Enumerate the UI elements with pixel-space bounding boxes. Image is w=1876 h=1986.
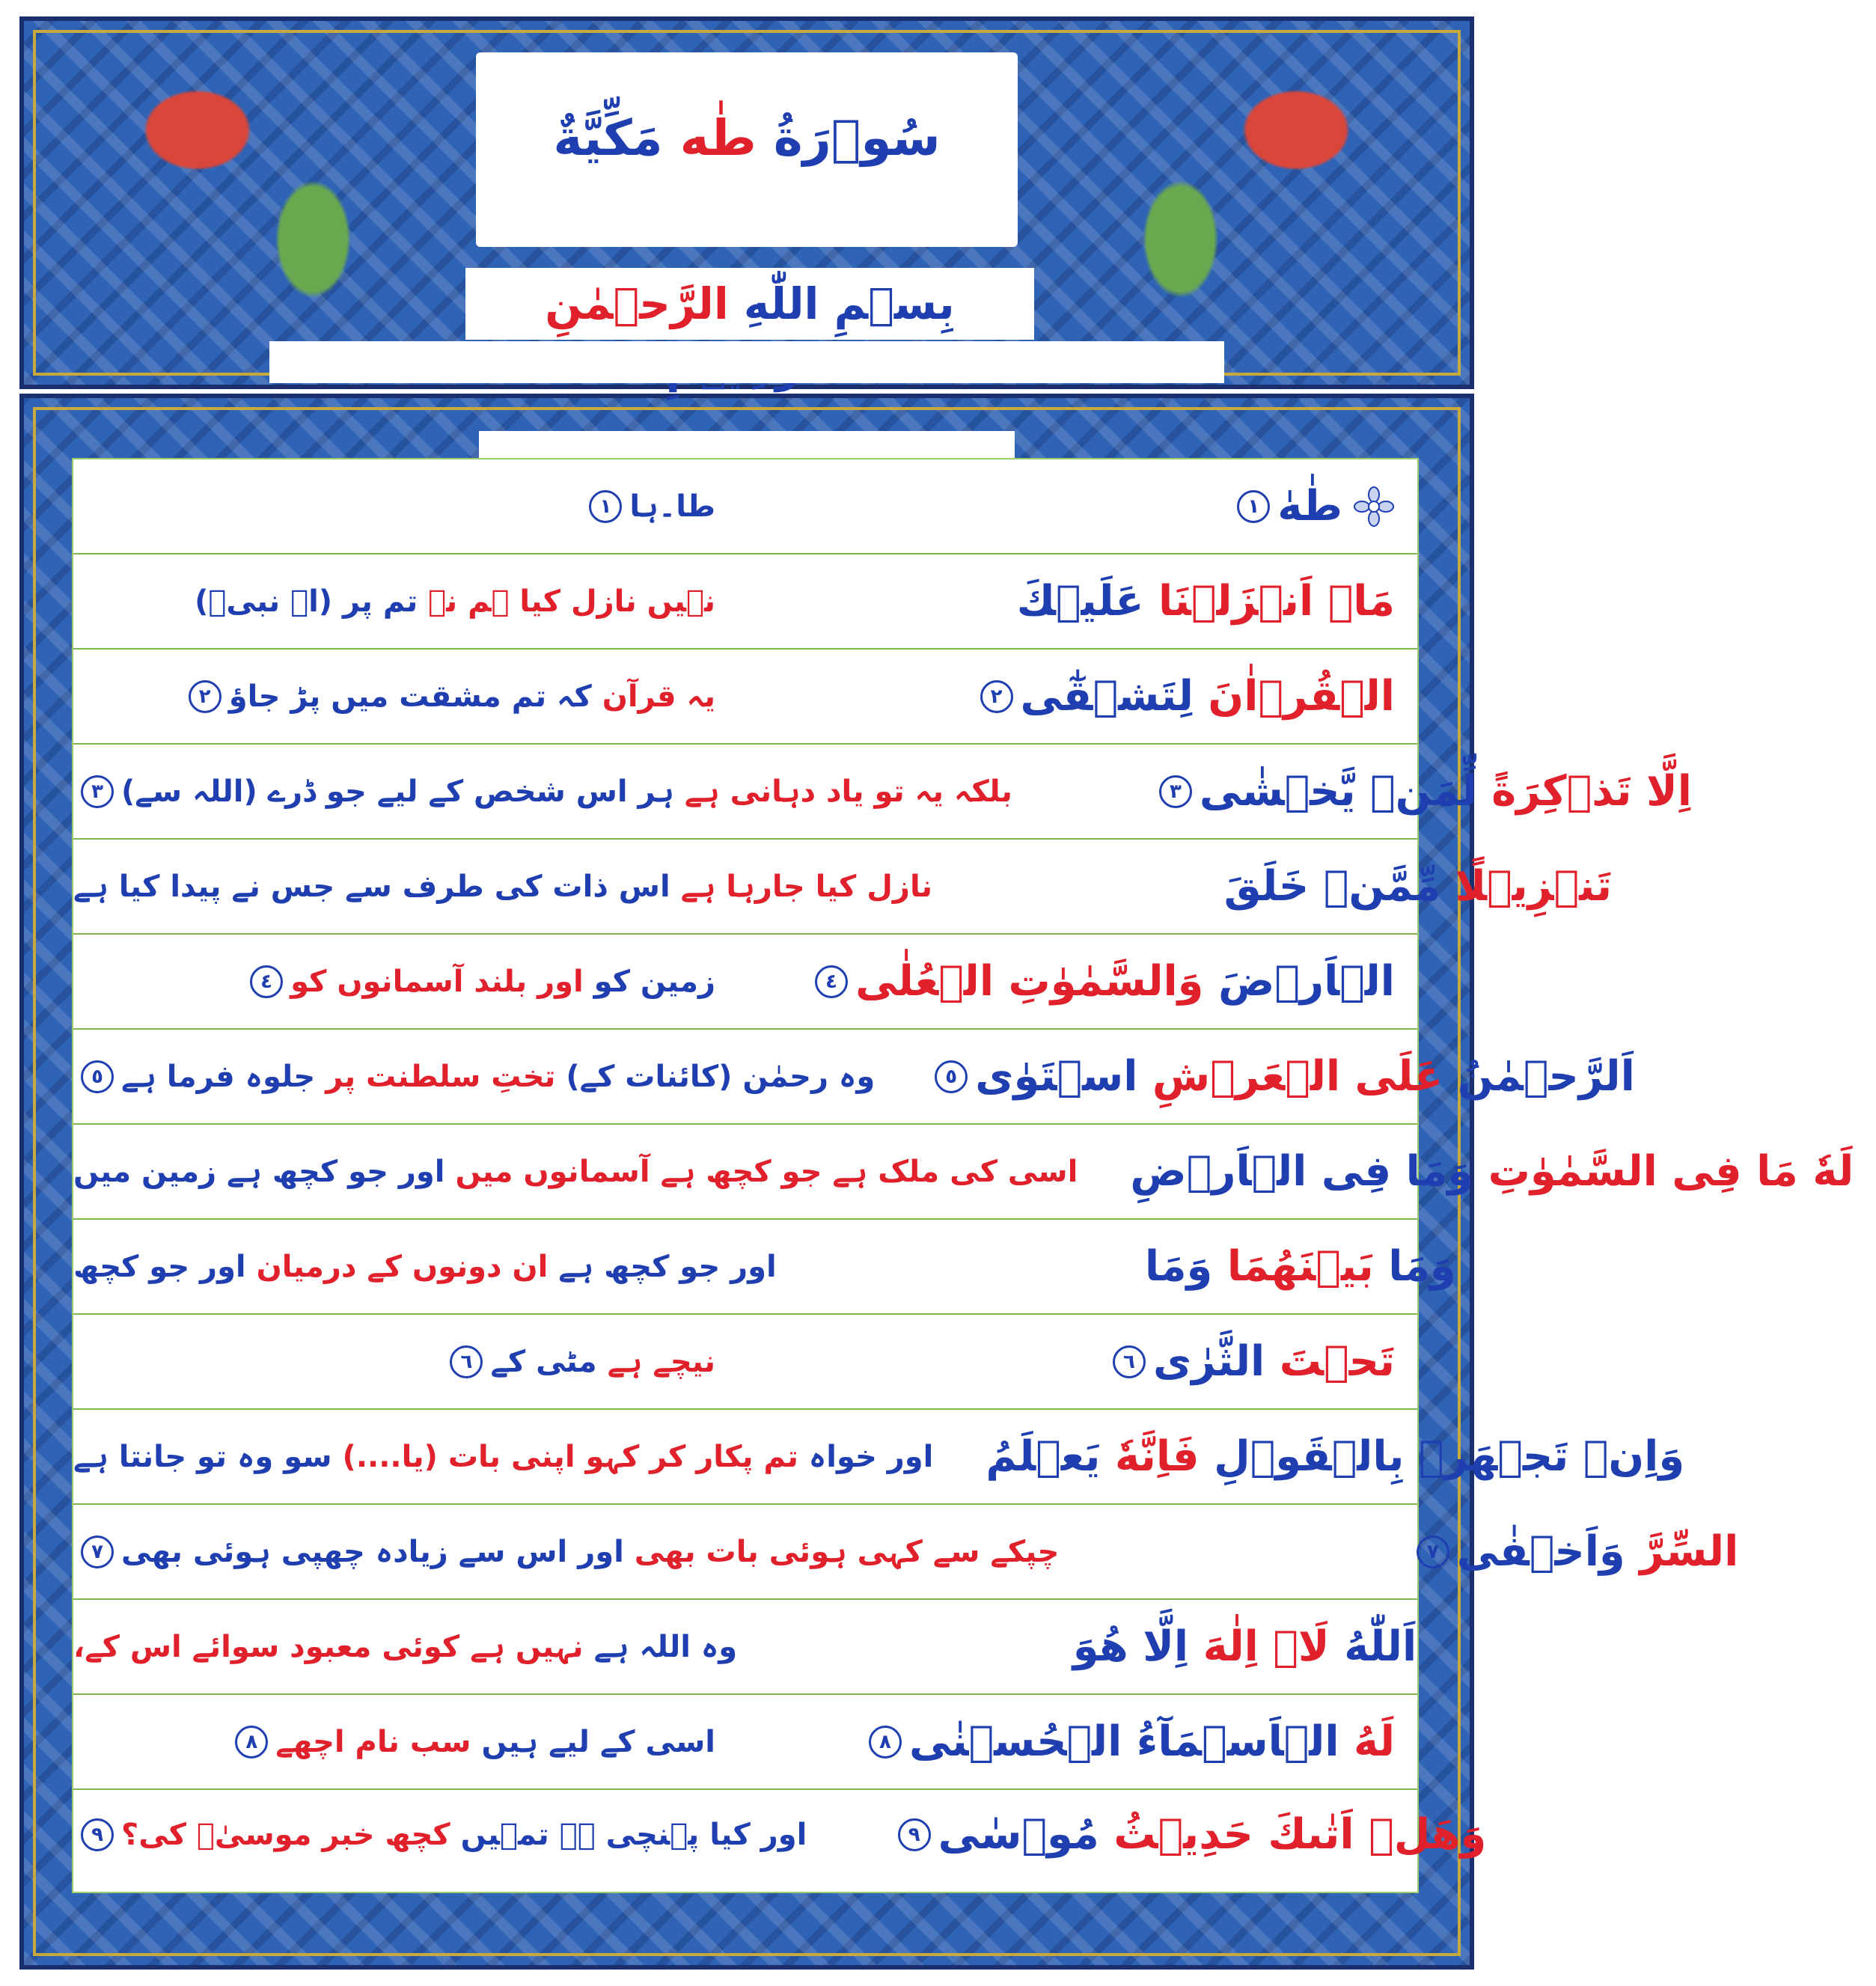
urdu-translation-text xyxy=(73,1142,1078,1202)
flower-ornament-icon xyxy=(1353,486,1395,528)
arabic-segment: الۡحُسۡنٰى xyxy=(908,1717,1122,1766)
urdu-segment: نہیں ہے کوئی معبود سوائے اس کے، xyxy=(73,1629,584,1664)
urdu-segment: اس ذات کی طرف سے جس نے پیدا کیا ہے xyxy=(73,869,670,904)
urdu-segment: سب نام اچھے xyxy=(275,1724,471,1759)
urdu-segment: تختِ سلطنت پر xyxy=(315,1059,556,1094)
verse-row xyxy=(73,840,1612,935)
verse-row xyxy=(73,554,1417,650)
urdu-segment: اور بلند آسمانوں کو xyxy=(290,964,584,999)
urdu-cell xyxy=(73,1410,963,1503)
arabic-cell xyxy=(807,1220,1479,1313)
urdu-translation-text xyxy=(73,857,932,917)
arabic-verse-text xyxy=(1200,758,1692,825)
urdu-segment: چپکے سے کہی ہوئی بات بھی xyxy=(623,1534,1060,1569)
urdu-translation-text xyxy=(73,1237,777,1297)
ayah-number-marker: ٢ xyxy=(980,680,1013,713)
verse-row xyxy=(73,1030,1635,1125)
ayah-number-marker: ٢ xyxy=(189,680,221,713)
arabic-segment: اَلرَّحۡمٰنُ xyxy=(1443,1051,1635,1101)
arabic-verse-text xyxy=(986,1423,1684,1491)
ayah-number-marker: ٦ xyxy=(450,1345,483,1378)
arabic-segment: وَمَا فِى الۡاَرۡضِ xyxy=(1130,1146,1474,1196)
arabic-segment: الثَّرٰى xyxy=(1152,1336,1265,1386)
verse-row xyxy=(73,745,1692,840)
bismillah-panel xyxy=(465,268,1034,340)
arabic-segment: الۡقُرۡاٰنَ xyxy=(1193,671,1395,721)
urdu-cell xyxy=(73,1030,905,1123)
arabic-segment: مُوۡسٰى xyxy=(938,1810,1099,1859)
ayah-number-marker: ٤ xyxy=(250,965,283,998)
urdu-segment: مٹی کے xyxy=(490,1344,597,1379)
urdu-cell xyxy=(73,1125,1107,1218)
arabic-verse-text xyxy=(1073,1613,1417,1681)
arabic-cell xyxy=(1089,1505,1761,1598)
arabic-verse-text xyxy=(1153,1328,1395,1396)
urdu-cell xyxy=(73,554,745,648)
main-white-tab xyxy=(479,431,1015,461)
arabic-segment: حَدِيۡثُ xyxy=(1099,1810,1253,1859)
urdu-cell xyxy=(73,840,962,933)
arabic-verse-text xyxy=(1277,473,1342,540)
arabic-segment: فَاِنَّهٗ xyxy=(1100,1432,1200,1481)
header-white-strip xyxy=(269,341,1224,383)
arabic-segment: وَالسَّمٰوٰتِ الۡعُلٰى xyxy=(855,956,1204,1006)
urdu-segment: یہ قرآن xyxy=(591,679,715,714)
ayah-number-marker: ٣ xyxy=(1159,775,1192,808)
urdu-translation-text xyxy=(73,1617,737,1677)
arabic-segment: لَاۤ اِلٰهَ xyxy=(1188,1622,1330,1671)
arabic-cell xyxy=(962,840,1634,933)
urdu-segment: نازل کیا جارہا ہے xyxy=(670,869,932,904)
arabic-segment: الۡاَسۡمَآءُ xyxy=(1122,1717,1339,1766)
ayah-number-marker: ٥ xyxy=(935,1060,968,1093)
urdu-segment: نیچے ہے xyxy=(596,1344,715,1379)
ayah-number-marker: ٧ xyxy=(1417,1536,1449,1568)
urdu-cell xyxy=(73,1505,1089,1598)
arabic-segment: اسۡتَوٰى xyxy=(975,1051,1138,1101)
urdu-cell xyxy=(73,459,745,553)
arabic-segment: اِلَّا تَذۡكِرَةً xyxy=(1476,766,1692,816)
urdu-segment: وہ رحمٰن (کائنات کے) xyxy=(555,1059,876,1094)
urdu-cell xyxy=(73,1600,767,1693)
arabic-segment: عَلَى الۡعَرۡشِ xyxy=(1137,1051,1443,1101)
ayah-number-marker: ٩ xyxy=(81,1818,114,1851)
arabic-segment: مَاۤ اَنۡزَلۡنَا xyxy=(1143,576,1395,626)
arabic-segment: لِّمَنۡ يَّخۡشٰى xyxy=(1199,766,1477,816)
arabic-cell xyxy=(963,1410,1707,1503)
surah-title-word-surah: سُوۡرَةُ xyxy=(756,109,941,167)
arabic-cell xyxy=(767,1600,1439,1693)
urdu-translation-text xyxy=(275,1712,715,1772)
urdu-translation-text xyxy=(229,667,715,727)
ayah-number-marker: ١ xyxy=(1237,490,1270,523)
urdu-translation-text xyxy=(290,952,715,1012)
ayah-number-marker: ٨ xyxy=(235,1726,268,1759)
verse-row xyxy=(73,1505,1739,1600)
arabic-verse-text xyxy=(1130,1138,1854,1206)
urdu-segment: کچھ خبر موسیٰؑ کی؟ xyxy=(121,1818,450,1852)
urdu-segment: طا۔ہا xyxy=(629,489,715,524)
arabic-verse-text xyxy=(938,1801,1487,1869)
arabic-verse-text xyxy=(1017,568,1395,635)
urdu-segment: اسی کے لیے ہیں xyxy=(471,1724,715,1759)
arabic-segment: مِّمَّنۡ خَلَقَ xyxy=(1223,861,1440,911)
arabic-verse-text xyxy=(1145,1233,1456,1301)
verse-row xyxy=(73,459,1417,554)
ayah-number-marker: ٦ xyxy=(1113,1345,1146,1378)
urdu-translation-text xyxy=(629,477,715,537)
arabic-segment: تَنۡزِيۡلًا xyxy=(1440,861,1612,911)
surah-title-word-makkiyya: مَكِّيَّةٌ xyxy=(553,109,680,167)
surah-title-panel xyxy=(476,52,1018,247)
arabic-segment: اَللّٰهُ xyxy=(1329,1622,1417,1671)
arabic-cell xyxy=(1042,745,1714,838)
urdu-segment: اور جو کچھ ہے xyxy=(548,1249,777,1284)
urdu-segment: جلوہ فرما ہے xyxy=(121,1059,316,1094)
arabic-cell xyxy=(905,1030,1657,1123)
urdu-segment: وہ اللہ ہے xyxy=(583,1629,738,1664)
urdu-cell xyxy=(73,1695,745,1788)
verse-row xyxy=(73,1125,1854,1220)
verse-row xyxy=(73,1695,1417,1790)
surah-title xyxy=(476,105,1018,172)
arabic-verse-text xyxy=(855,948,1395,1015)
arabic-segment: وَاَخۡفٰى xyxy=(1456,1527,1625,1576)
ayah-number-marker: ٥ xyxy=(81,1060,114,1093)
verse-row xyxy=(73,650,1417,745)
urdu-cell xyxy=(73,745,1042,838)
urdu-segment: بلکہ یہ تو یاد دہانی ہے xyxy=(673,774,1012,809)
arabic-segment: السِّرَّ xyxy=(1625,1527,1739,1576)
surah-title-word-taha: طٰه xyxy=(679,109,757,167)
urdu-cell xyxy=(73,1220,807,1313)
verse-table xyxy=(72,458,1854,1893)
ayah-number-marker: ٨ xyxy=(869,1726,902,1759)
arabic-segment: عَلَيۡكَ xyxy=(1016,576,1144,626)
arabic-segment: لَهٗ مَا فِى السَّمٰوٰتِ xyxy=(1473,1146,1854,1196)
arabic-segment: بَيۡنَهُمَا xyxy=(1212,1241,1374,1291)
ayah-number-marker: ٩ xyxy=(898,1818,931,1851)
urdu-cell xyxy=(73,1315,745,1408)
arabic-cell xyxy=(837,1790,1509,1880)
arabic-segment: تَحۡتَ xyxy=(1265,1336,1395,1386)
urdu-translation-text xyxy=(490,1332,715,1392)
bismillah-part-2: الرَّحۡمٰنِ xyxy=(545,278,729,329)
urdu-translation-text xyxy=(121,1805,807,1865)
urdu-translation-text xyxy=(195,572,715,632)
urdu-segment: اور کیا پہنچی ہے تمہیں xyxy=(450,1818,807,1852)
verse-row xyxy=(73,935,1417,1030)
arabic-segment: وَاِنۡ تَجۡهَرۡ بِالۡقَوۡلِ xyxy=(1199,1432,1685,1481)
ayah-number-marker: ١ xyxy=(589,490,622,523)
urdu-translation-text xyxy=(121,762,1012,822)
urdu-cell xyxy=(73,1790,837,1880)
arabic-cell xyxy=(745,1315,1417,1408)
verse-row xyxy=(73,1220,1456,1315)
arabic-cell xyxy=(1107,1125,1876,1218)
urdu-segment: تم پکار کر کہو اپنی بات (یا....) xyxy=(331,1439,798,1474)
urdu-segment: اور جو کچھ xyxy=(73,1249,246,1284)
verse-row xyxy=(73,1410,1685,1505)
arabic-segment: اِلَّا هُوَ xyxy=(1072,1622,1189,1671)
arabic-segment: وَمَا xyxy=(1144,1241,1213,1291)
arabic-segment: يَعۡلَمُ xyxy=(986,1432,1101,1481)
urdu-cell xyxy=(73,935,745,1028)
arabic-cell xyxy=(745,554,1417,648)
arabic-verse-text xyxy=(909,1708,1395,1776)
arabic-verse-text xyxy=(1224,853,1612,920)
verse-row xyxy=(73,1600,1417,1695)
urdu-translation-text xyxy=(121,1047,875,1107)
arabic-verse-text xyxy=(1021,663,1396,730)
arabic-cell xyxy=(745,1695,1417,1788)
bismillah-part-1: بِسۡمِ اللّٰهِ xyxy=(728,278,955,329)
arabic-cell xyxy=(745,650,1417,743)
urdu-segment: کہ تم مشقت میں پڑ جاؤ xyxy=(228,679,592,714)
urdu-segment: اور خواہ xyxy=(798,1439,934,1474)
arabic-verse-text xyxy=(1457,1518,1738,1586)
urdu-cell xyxy=(73,650,745,743)
urdu-translation-text xyxy=(73,1427,933,1487)
arabic-segment: لَهُ xyxy=(1339,1717,1395,1766)
urdu-segment: ان دونوں کے درمیان xyxy=(245,1249,549,1284)
arabic-segment: وَهَلۡ اَتٰٮكَ xyxy=(1253,1810,1487,1859)
arabic-segment: وَمَا xyxy=(1373,1241,1456,1291)
arabic-segment: طٰهٰ xyxy=(1277,481,1342,531)
arabic-cell xyxy=(745,459,1417,553)
urdu-segment: اسی کی ملک ہے جو کچھ ہے آسمانوں میں xyxy=(444,1154,1078,1189)
ayah-number-marker: ٤ xyxy=(815,965,848,998)
urdu-segment: ہر اس شخص کے لیے جو ڈرے (اللہ سے) xyxy=(121,774,674,809)
urdu-segment: اور اس سے زیادہ چھپی ہوئی بھی xyxy=(121,1534,624,1569)
ayah-number-marker: ٧ xyxy=(81,1536,114,1568)
urdu-segment: سو وہ تو جانتا ہے xyxy=(73,1439,332,1474)
verse-row xyxy=(73,1315,1417,1410)
ayah-number-marker: ٣ xyxy=(81,775,114,808)
urdu-segment: اور جو کچھ ہے زمین میں xyxy=(73,1154,445,1189)
arabic-segment: الۡاَرۡضَ xyxy=(1203,956,1395,1006)
urdu-segment: زمین کو xyxy=(583,964,715,999)
verse-row xyxy=(73,1790,1487,1880)
arabic-segment: لِتَشۡقٰٓى xyxy=(1020,671,1194,721)
urdu-segment: نہیں نازل کیا ہم نے xyxy=(418,584,715,619)
urdu-segment: تم پر (اے نبیؐ) xyxy=(195,584,418,619)
arabic-verse-text xyxy=(975,1043,1635,1110)
urdu-translation-text xyxy=(121,1522,1059,1582)
arabic-cell xyxy=(745,935,1417,1028)
